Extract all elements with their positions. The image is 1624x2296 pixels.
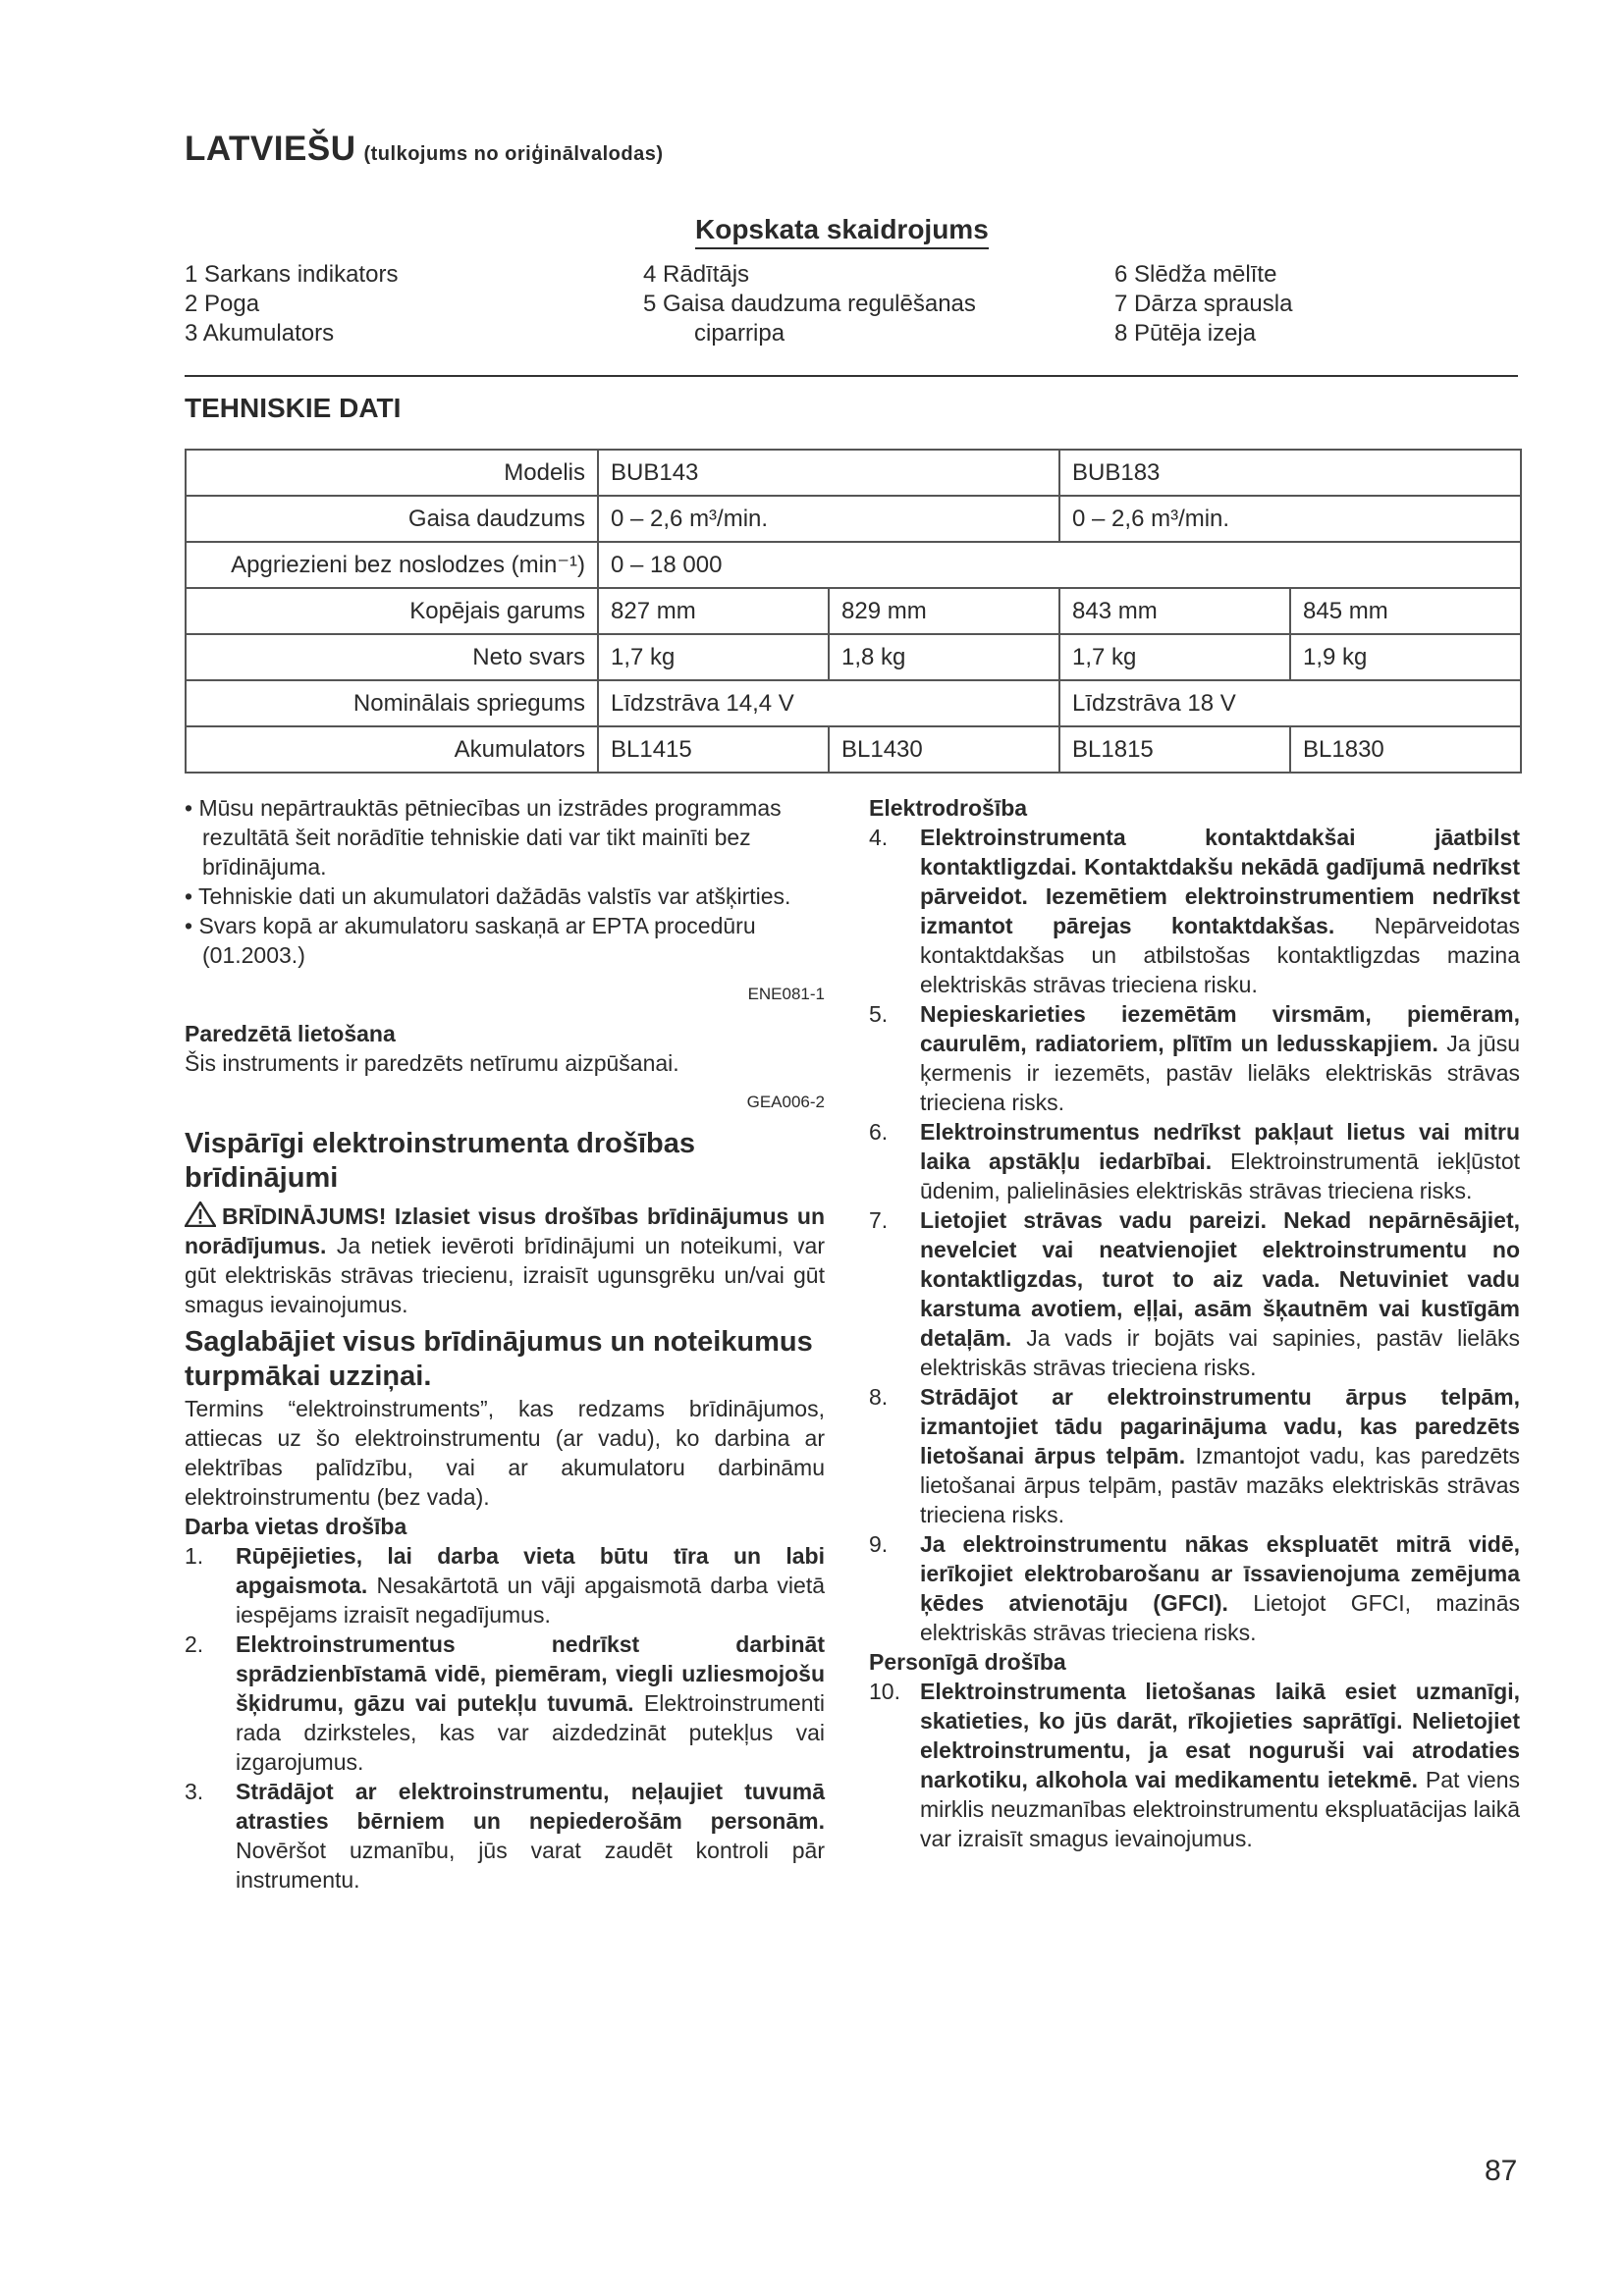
item-text: Novēršot uzmanību, jūs varat zaudēt kontroli pār instrumentu.	[236, 1838, 825, 1893]
legend-item: 2 Poga	[185, 291, 260, 317]
warning-paragraph	[185, 1201, 825, 1319]
item-number: 8.	[869, 1384, 889, 1410]
item-text: Nepārveidotas kontaktdakšas un atbilstošas kontaktligzdas mazina elektriskās strāvas trieciena risku.	[920, 913, 1521, 997]
item-text: Nesakārtotā un vāji apgaismotā darba vietā iespējams izraisīt negadījumus.	[236, 1573, 826, 1628]
list-item	[869, 1529, 1520, 1647]
spec-value: BL1415	[598, 726, 829, 773]
legend-item: 8 Pūtēja izeja	[1114, 320, 1257, 347]
item-number: 10.	[869, 1679, 900, 1704]
item-bold: Elektroinstrumenta kontaktdakšai jāatbilst kontaktligzdai. Kontaktdakšu nekādā gadījumā nedrīkst pārveidot. Iezemētiem elektroinstrumentiem nedrīkst izmantot pārejas kontaktdakšas.	[920, 825, 1520, 938]
table-row	[186, 634, 1521, 680]
spec-value: Līdzstrāva 14,4 V	[598, 680, 1059, 726]
spec-label: Kopējais garums	[186, 588, 598, 634]
spec-label: Apgriezieni bez noslodzes (min⁻¹)	[186, 542, 598, 588]
item-text: Lietojot GFCI, mazinās elektriskās strāvas trieciena risks.	[920, 1590, 1521, 1645]
item-number: 5.	[869, 1001, 889, 1027]
item-bold: Elektroinstrumentus nedrīkst pakļaut lietus vai mitru laika apstākļu iedarbībai.	[920, 1119, 1520, 1174]
list-item	[869, 1117, 1520, 1205]
spec-value: 827 mm	[598, 588, 829, 634]
list-item	[869, 823, 1520, 999]
spec-label: Neto svars	[186, 634, 598, 680]
spec-value: BUB143	[598, 450, 1059, 496]
item-bold: Nepieskarieties iezemētām virsmām, piemēram, caurulēm, radiatoriem, plītīm un ledusskapjiem.	[920, 1001, 1520, 1056]
table-row	[186, 726, 1521, 773]
item-bold: Strādājot ar elektroinstrumentu, neļaujiet tuvumā atrasties bērniem un nepiederošām personām.	[236, 1779, 825, 1834]
item-number: 9.	[869, 1531, 889, 1557]
spec-value: 843 mm	[1059, 588, 1290, 634]
spec-value: 1,8 kg	[829, 634, 1059, 680]
legend-item: 1 Sarkans indikators	[185, 261, 399, 288]
section-divider	[185, 375, 1518, 377]
item-bold: Elektroinstrumentus nedrīkst darbināt sprādzienbīstamā vidē, piemēram, viegli uzliesmojošu šķidrumu, gāzu vai putekļu tuvumā.	[236, 1631, 825, 1716]
list-item	[185, 1541, 825, 1629]
spec-value: 1,9 kg	[1290, 634, 1521, 680]
item-number: 4.	[869, 825, 889, 850]
legend-item: 7 Dārza sprausla	[1114, 291, 1293, 317]
spec-value: 0 – 18 000	[598, 542, 1521, 588]
item-text: Elektroinstrumentā iekļūstot ūdenim, palielināsies elektriskās strāvas trieciena risks.	[920, 1148, 1520, 1203]
item-number: 3.	[185, 1779, 204, 1804]
item-bold: Ja elektroinstrumentu nākas ekspluatēt mitrā vidē, ierīkojiet elektrobarošanu ar īssavienojuma zemējuma ķēdes atvienotāju (GFCI).	[920, 1531, 1520, 1616]
language-subtitle: (tulkojums no oriģinālvalodas)	[363, 143, 664, 165]
spec-value: 1,7 kg	[598, 634, 829, 680]
item-number: 2.	[185, 1631, 204, 1657]
spec-note: • Tehniskie dati un akumulatori dažādās valstīs var atšķirties.	[185, 883, 791, 909]
legend-column-1	[185, 260, 398, 348]
spec-label: Gaisa daudzums	[186, 496, 598, 542]
language-title: LATVIEŠU	[185, 130, 356, 168]
table-row	[186, 450, 1521, 496]
legend-item: 5 Gaisa daudzuma regulēšanas	[643, 291, 976, 317]
spec-label: Nominālais spriegums	[186, 680, 598, 726]
personal-safety-title: Personīgā drošība	[869, 1649, 1066, 1675]
work-area-title: Darba vietas drošība	[185, 1514, 407, 1539]
item-text: Izmantojot vadu, kas paredzēts lietošanai ārpus telpām, pastāv mazāks elektriskās strāvas trieciena risks.	[920, 1443, 1521, 1527]
item-bold: Elektroinstrumenta lietošanas laikā esiet uzmanīgi, skatieties, ko jūs darāt, rīkojieties saprātīgi. Nelietojiet elektroinstrumentu, ja esat noguruši vai atrodaties narkotiku, alkohola vai medikamentu ietekmē.	[920, 1679, 1520, 1792]
spec-value: 845 mm	[1290, 588, 1521, 634]
spec-value: BUB183	[1059, 450, 1521, 496]
spec-value: 829 mm	[829, 588, 1059, 634]
intended-use-title: Paredzētā lietošana	[185, 1021, 396, 1046]
warning-icon	[185, 1201, 216, 1227]
item-text: Ja jūsu ķermenis ir iezemēts, pastāv lielāks elektriskās strāvas trieciena risks.	[920, 1031, 1520, 1115]
list-item	[869, 1382, 1520, 1529]
spec-note: • Svars kopā ar akumulatoru saskaņā ar EPTA procedūru (01.2003.)	[185, 913, 756, 968]
save-instructions-title: Saglabājiet visus brīdinājumus un noteikumus turpmākai uzziņai.	[185, 1326, 813, 1392]
item-text: Pat viens mirklis neuzmanības elektroinstrumentu ekspluatācijas laikā var izraisīt smagus ievainojumus.	[920, 1767, 1521, 1851]
spec-table	[185, 449, 1522, 774]
spec-value: 1,7 kg	[1059, 634, 1290, 680]
warning-lead: BRĪDINĀJUMS! Izlasiet visus drošības brīdinājumus un norādījumus.	[185, 1203, 825, 1258]
term-definition: Termins “elektroinstruments”, kas redzams brīdinājumos, attiecas uz šo elektroinstrumentu (ar vadu), ko darbina ar elektrības palīdzību, vai ar akumulatoru darbināmu elektroinstrumentu (bez vada).	[185, 1396, 825, 1510]
list-item	[185, 1777, 825, 1895]
spec-value: BL1430	[829, 726, 1059, 773]
item-number: 1.	[185, 1543, 204, 1569]
tech-data-title: TEHNISKIE DATI	[185, 393, 402, 423]
page-title	[185, 130, 664, 169]
warning-text: Ja netiek ievēroti brīdinājumi un noteikumi, var gūt elektriskās strāvas triecienu, izraisīt ugunsgrēku un/vai gūt smagus ievainojumus.	[185, 1233, 825, 1317]
legend-item: 6 Slēdža mēlīte	[1114, 261, 1277, 288]
spec-value: Līdzstrāva 18 V	[1059, 680, 1521, 726]
doc-code: ENE081-1	[747, 985, 825, 1003]
safety-warnings-title: Vispārīgi elektroinstrumenta drošības brīdinājumi	[185, 1128, 696, 1194]
list-item	[185, 1629, 825, 1777]
spec-label: Modelis	[186, 450, 598, 496]
legend-column-2	[643, 260, 976, 348]
legend-item: 4 Rādītājs	[643, 261, 750, 288]
list-item	[869, 999, 1520, 1117]
spec-label: Akumulators	[186, 726, 598, 773]
doc-code: GEA006-2	[746, 1093, 825, 1111]
legend-title: Kopskata skaidrojums	[695, 214, 989, 249]
item-number: 7.	[869, 1207, 889, 1233]
table-row	[186, 496, 1521, 542]
spec-value: 0 – 2,6 m³/min.	[598, 496, 1059, 542]
spec-value: BL1830	[1290, 726, 1521, 773]
electrical-safety-title: Elektrodrošība	[869, 795, 1028, 821]
legend-item: ciparripa	[694, 320, 785, 347]
spec-value: 0 – 2,6 m³/min.	[1059, 496, 1521, 542]
item-bold: Strādājot ar elektroinstrumentu ārpus telpām, izmantojiet tādu pagarinājuma vadu, kas paredzēts lietošanai ārpus telpām.	[920, 1384, 1520, 1468]
list-item	[869, 1677, 1520, 1853]
list-item	[869, 1205, 1520, 1382]
left-column	[185, 793, 825, 1895]
item-text: Ja vads ir bojāts vai sapinies, pastāv lielāks elektriskās strāvas trieciena risks.	[920, 1325, 1521, 1380]
item-bold: Rūpējieties, lai darba vieta būtu tīra un labi apgaismota.	[236, 1543, 825, 1598]
legend-item: 3 Akumulators	[185, 320, 335, 347]
item-number: 6.	[869, 1119, 889, 1145]
legend-column-3	[1114, 260, 1292, 348]
spec-value: BL1815	[1059, 726, 1290, 773]
right-column	[869, 793, 1520, 1853]
item-bold: Lietojiet strāvas vadu pareizi. Nekad nepārnēsājiet, nevelciet vai neatvienojiet elektroinstrumentu no kontaktligzdas, turot to aiz vada. Netuviniet vadu karstuma avotiem, eļļai, asām šķautnēm vai kustīgām detaļām.	[920, 1207, 1520, 1351]
item-text: Elektroinstrumenti rada dzirksteles, kas var aizdedzināt putekļus vai izgarojumus.	[236, 1690, 825, 1775]
page-number: 87	[1485, 2155, 1518, 2187]
table-row	[186, 588, 1521, 634]
intended-use-text: Šis instruments ir paredzēts netīrumu aizpūšanai.	[185, 1050, 679, 1076]
table-row	[186, 542, 1521, 588]
spec-note: • Mūsu nepārtrauktās pētniecības un izstrādes programmas rezultātā šeit norādītie tehniskie dati var tikt mainīti bez brīdinājuma.	[185, 795, 782, 880]
table-row	[186, 680, 1521, 726]
